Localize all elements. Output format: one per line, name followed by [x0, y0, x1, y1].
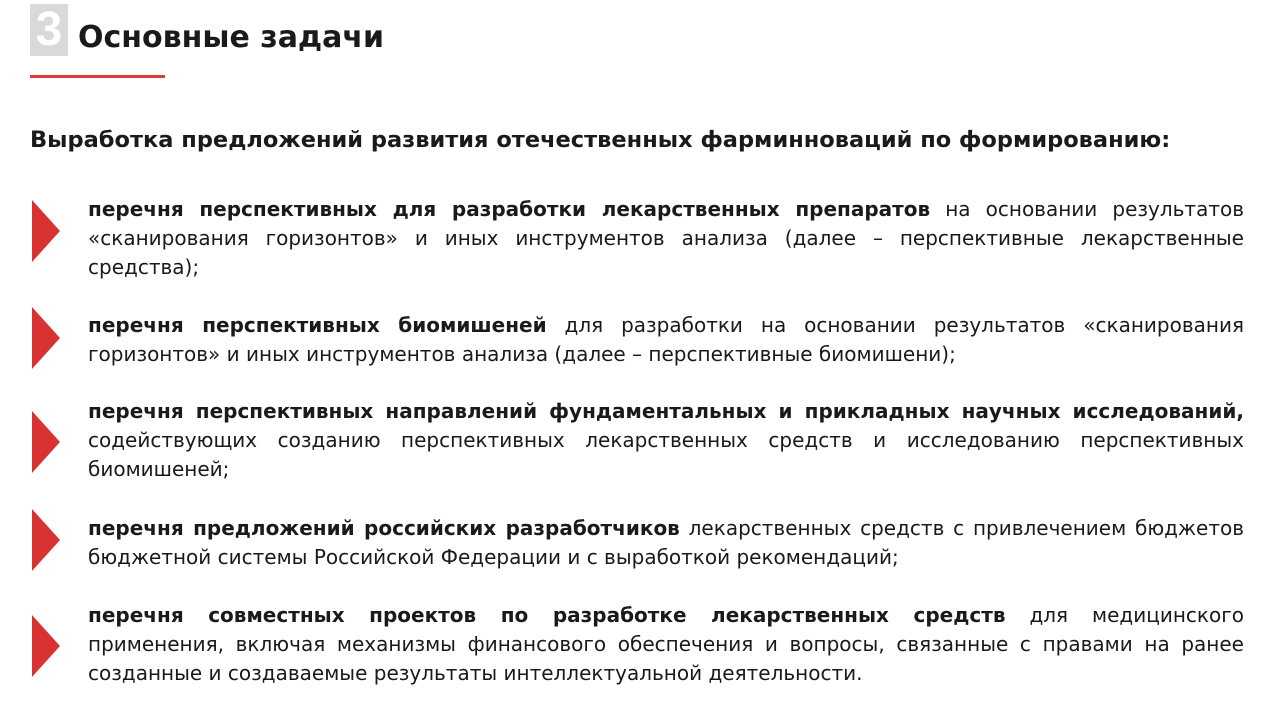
section-number-badge: 3 [30, 4, 68, 56]
list-item-text: на основании результатов «сканирования горизонтов» и иных инструментов анализа (далее – перспективные лекарственные средства); [88, 197, 1244, 279]
list-item-text: для разработки на основании результатов «сканирования горизонтов» и иных инструментов анализа (далее – перспективные биомишени); [88, 313, 1244, 366]
bullet-arrow-icon [32, 615, 60, 677]
list-item-text: лекарственных средств с привлечением бюджетов бюджетной системы Российской Федерации и с выработкой рекомендаций; [88, 516, 1244, 569]
list-item-bold: перечня перспективных биомишеней [88, 313, 547, 337]
page-title: Основные задачи [78, 20, 385, 55]
bullet-arrow-icon [32, 200, 60, 262]
section-subtitle: Выработка предложений развития отечественных фарминноваций по формированию: [30, 127, 1171, 153]
list-item [88, 397, 1244, 484]
list-item [88, 311, 1244, 369]
list-item [88, 195, 1244, 282]
list-item-text: для медицинского применения, включая механизмы финансового обеспечения и вопросы, связанные с правами на ранее созданные и создаваемые результаты интеллектуальной деятельности. [88, 603, 1244, 685]
bullet-arrow-icon [32, 509, 60, 571]
list-item-text: содействующих созданию перспективных лекарственных средств и исследованию перспективных биомишеней; [88, 428, 1244, 481]
bullet-arrow-icon [32, 307, 60, 369]
bullet-arrow-icon [32, 411, 60, 473]
list-item-bold: перечня предложений российских разработчиков [88, 516, 680, 540]
list-item-bold: перечня перспективных для разработки лекарственных препаратов [88, 197, 931, 221]
list-item [88, 601, 1244, 688]
list-item-bold: перечня перспективных направлений фундаментальных и прикладных научных исследований, [88, 399, 1244, 423]
list-item [88, 514, 1244, 572]
title-underline [30, 75, 165, 78]
list-item-bold: перечня совместных проектов по разработке лекарственных средств [88, 603, 1006, 627]
